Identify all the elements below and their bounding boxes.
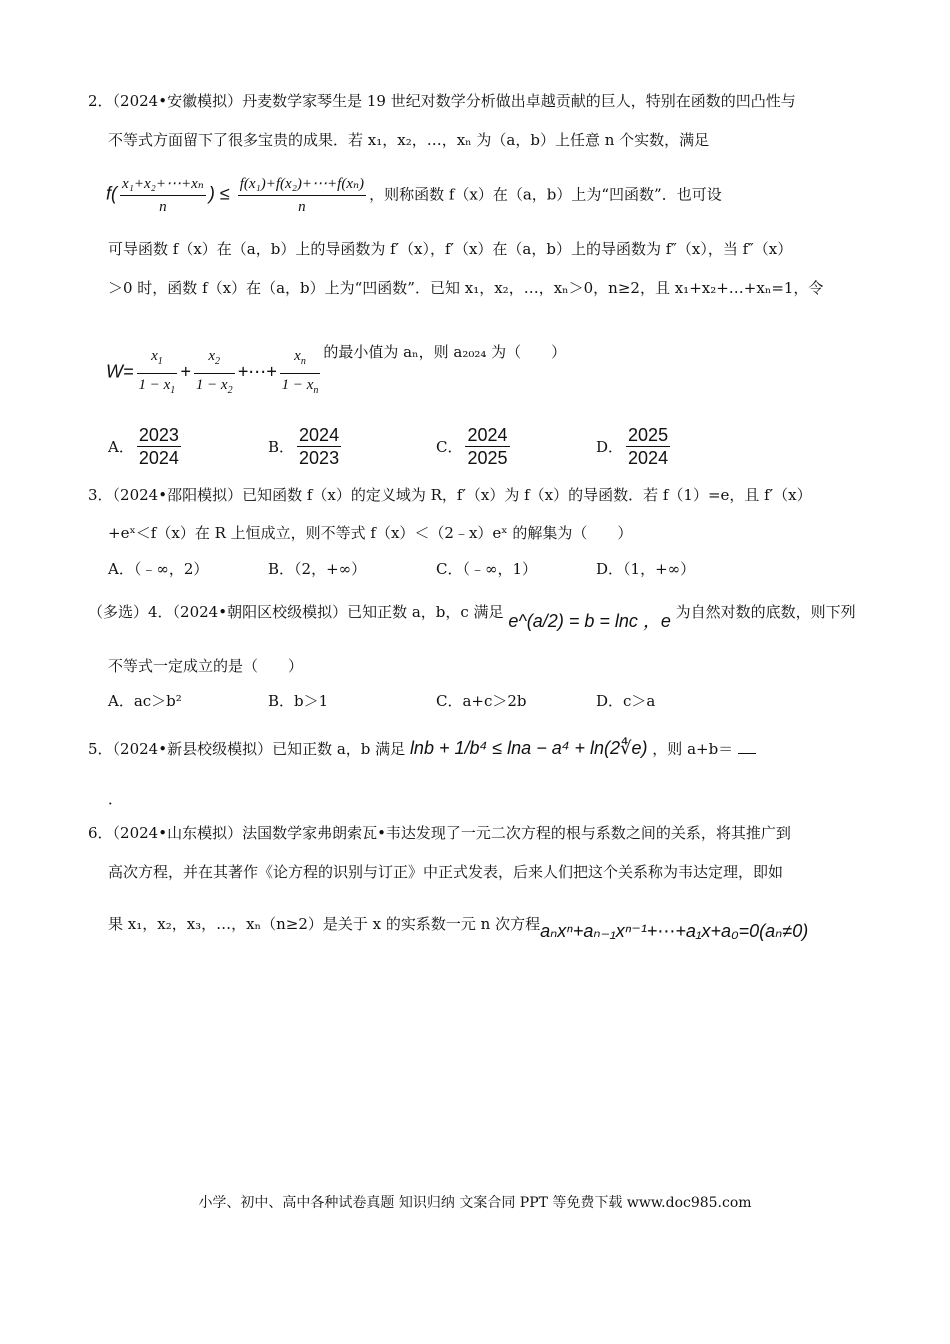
q2-line1: 2．（2024•安徽模拟）丹麦数学家琴生是 19 世纪对数学分析做出卓越贡献的巨人，特别在函数的凹凸性与	[88, 92, 796, 110]
q2-line4: 可导函数 f（x）在（a，b）上的导函数为 f′（x），f′（x）在（a，b）上的导函数为 f″（x），当 f″（x）	[108, 240, 793, 258]
q5-condition: lnb + 1/b⁴ ≤ lna − a⁴ + ln(2∜e)	[409, 738, 648, 758]
ineq-left-denominator: n	[159, 199, 167, 215]
q5-line: 5．（2024•新县校级模拟）已知正数 a，b 满足 lnb + 1/b⁴ ≤ lna − a⁴ + ln(2∜e) ，则 a+b＝	[88, 737, 756, 760]
q4-option-d[interactable]: D．c＞a	[596, 692, 656, 710]
q4-line2: 不等式一定成立的是（ ）	[108, 657, 304, 675]
q3-line1: 3．（2024•邵阳模拟）已知函数 f（x）的定义域为 R，f′（x）为 f（x）的导函数．若 f（1）=e，且 f′（x）	[88, 486, 812, 504]
q2-option-c[interactable]: C． $\frac{2024}{2025}$	[436, 425, 508, 468]
q6-line1: 6．（2024•山东模拟）法国数学家弗朗索瓦•韦达发现了一元二次方程的根与系数之间的关系，将其推广到	[88, 824, 791, 842]
q2-line5: ＞0 时，函数 f（x）在（a，b）上为“凹函数”．已知 x₁，x₂，…，xₙ＞0，n≥2，且 x₁+x₂+…+xₙ=1，令	[108, 279, 824, 297]
q4-option-a[interactable]: A．ac＞b²	[108, 692, 182, 710]
q2-option-d[interactable]: D． $\frac{2025}{2024}$	[596, 425, 669, 468]
q5-period: ．	[108, 790, 124, 808]
q2-jensen-inequality: f( $\frac{\text{x₁+x₂+⋯+xₙ}}{n}$ ) ≤ $\frac{\text{f(x₁)+f(x₂)+⋯+f(xₙ)}}{n}$ ，则称函数 f（x）在（a，b）上为“凹函数”．也可设	[106, 173, 722, 218]
q2-w-expression: W= $\frac{x_1}{1 - x_1}$ + $\frac{x_2}{1 - x_2}$ +⋯+ $\frac{x_n}{1 - x_n}$ 的最小值为 aₙ，则 a₂₀₂₄ 为（ ）	[106, 343, 567, 396]
q4-condition: e^(a/2) = b = lnc ，e	[508, 611, 671, 631]
ineq-right-numerator: f(x₁)+f(x₂)+⋯+f(xₙ)	[238, 173, 366, 196]
page-footer: 小学、初中、高中各种试卷真题 知识归纳 文案合同 PPT 等免费下载 www.doc985.com	[198, 1195, 752, 1211]
q3-option-d[interactable]: D．（1，+∞）	[596, 560, 696, 578]
q3-line2: +eˣ＜f（x）在 R 上恒成立，则不等式 f（x）＜（2﹣x）eˣ 的解集为（ ）	[108, 524, 633, 542]
q6-line2: 高次方程，并在其著作《论方程的识别与订正》中正式发表，后来人们把这个关系称为韦达定理，即如	[108, 863, 784, 881]
q2-line2: 不等式方面留下了很多宝贵的成果．若 x₁，x₂，…，xₙ 为（a，b）上任意 n 个实数，满足	[108, 131, 710, 149]
q5-answer-blank[interactable]	[738, 739, 756, 754]
q4-option-b[interactable]: B．b＞1	[268, 692, 329, 710]
q2-w-tail: 的最小值为 aₙ，则 a₂₀₂₄ 为（ ）	[323, 343, 567, 361]
ineq-left-numerator: x₁+x₂+⋯+xₙ	[120, 173, 206, 196]
q4-option-c[interactable]: C．a+c＞2b	[436, 692, 527, 710]
q3-option-b[interactable]: B．（2，+∞）	[268, 560, 367, 578]
q2-option-a[interactable]: A． $\frac{2023}{2024}$	[108, 425, 179, 468]
ineq-right-denominator: n	[298, 199, 306, 215]
q4-line1: （多选）4．（2024•朝阳区校级模拟）已知正数 a，b，c 满足 e^(a/2) = b = lnc ，e 为自然对数的底数，则下列	[88, 603, 856, 631]
q3-option-a[interactable]: A．（﹣∞，2）	[108, 560, 209, 578]
q6-equation: aₙxⁿ+aₙ₋₁xⁿ⁻¹+⋯+a₁x+a₀=0(aₙ≠0)	[540, 921, 809, 941]
q2-option-b[interactable]: B． $\frac{2024}{2023}$	[268, 425, 340, 468]
q6-line3: 果 x₁，x₂，x₃，…，xₙ（n≥2）是关于 x 的实系数一元 n 次方程aₙxⁿ+aₙ₋₁xⁿ⁻¹+⋯+a₁x+a₀=0(aₙ≠0)	[108, 915, 809, 941]
q2-line3-tail: ，则称函数 f（x）在（a，b）上为“凹函数”．也可设	[369, 185, 722, 204]
q3-option-c[interactable]: C．（﹣∞，1）	[436, 560, 538, 578]
